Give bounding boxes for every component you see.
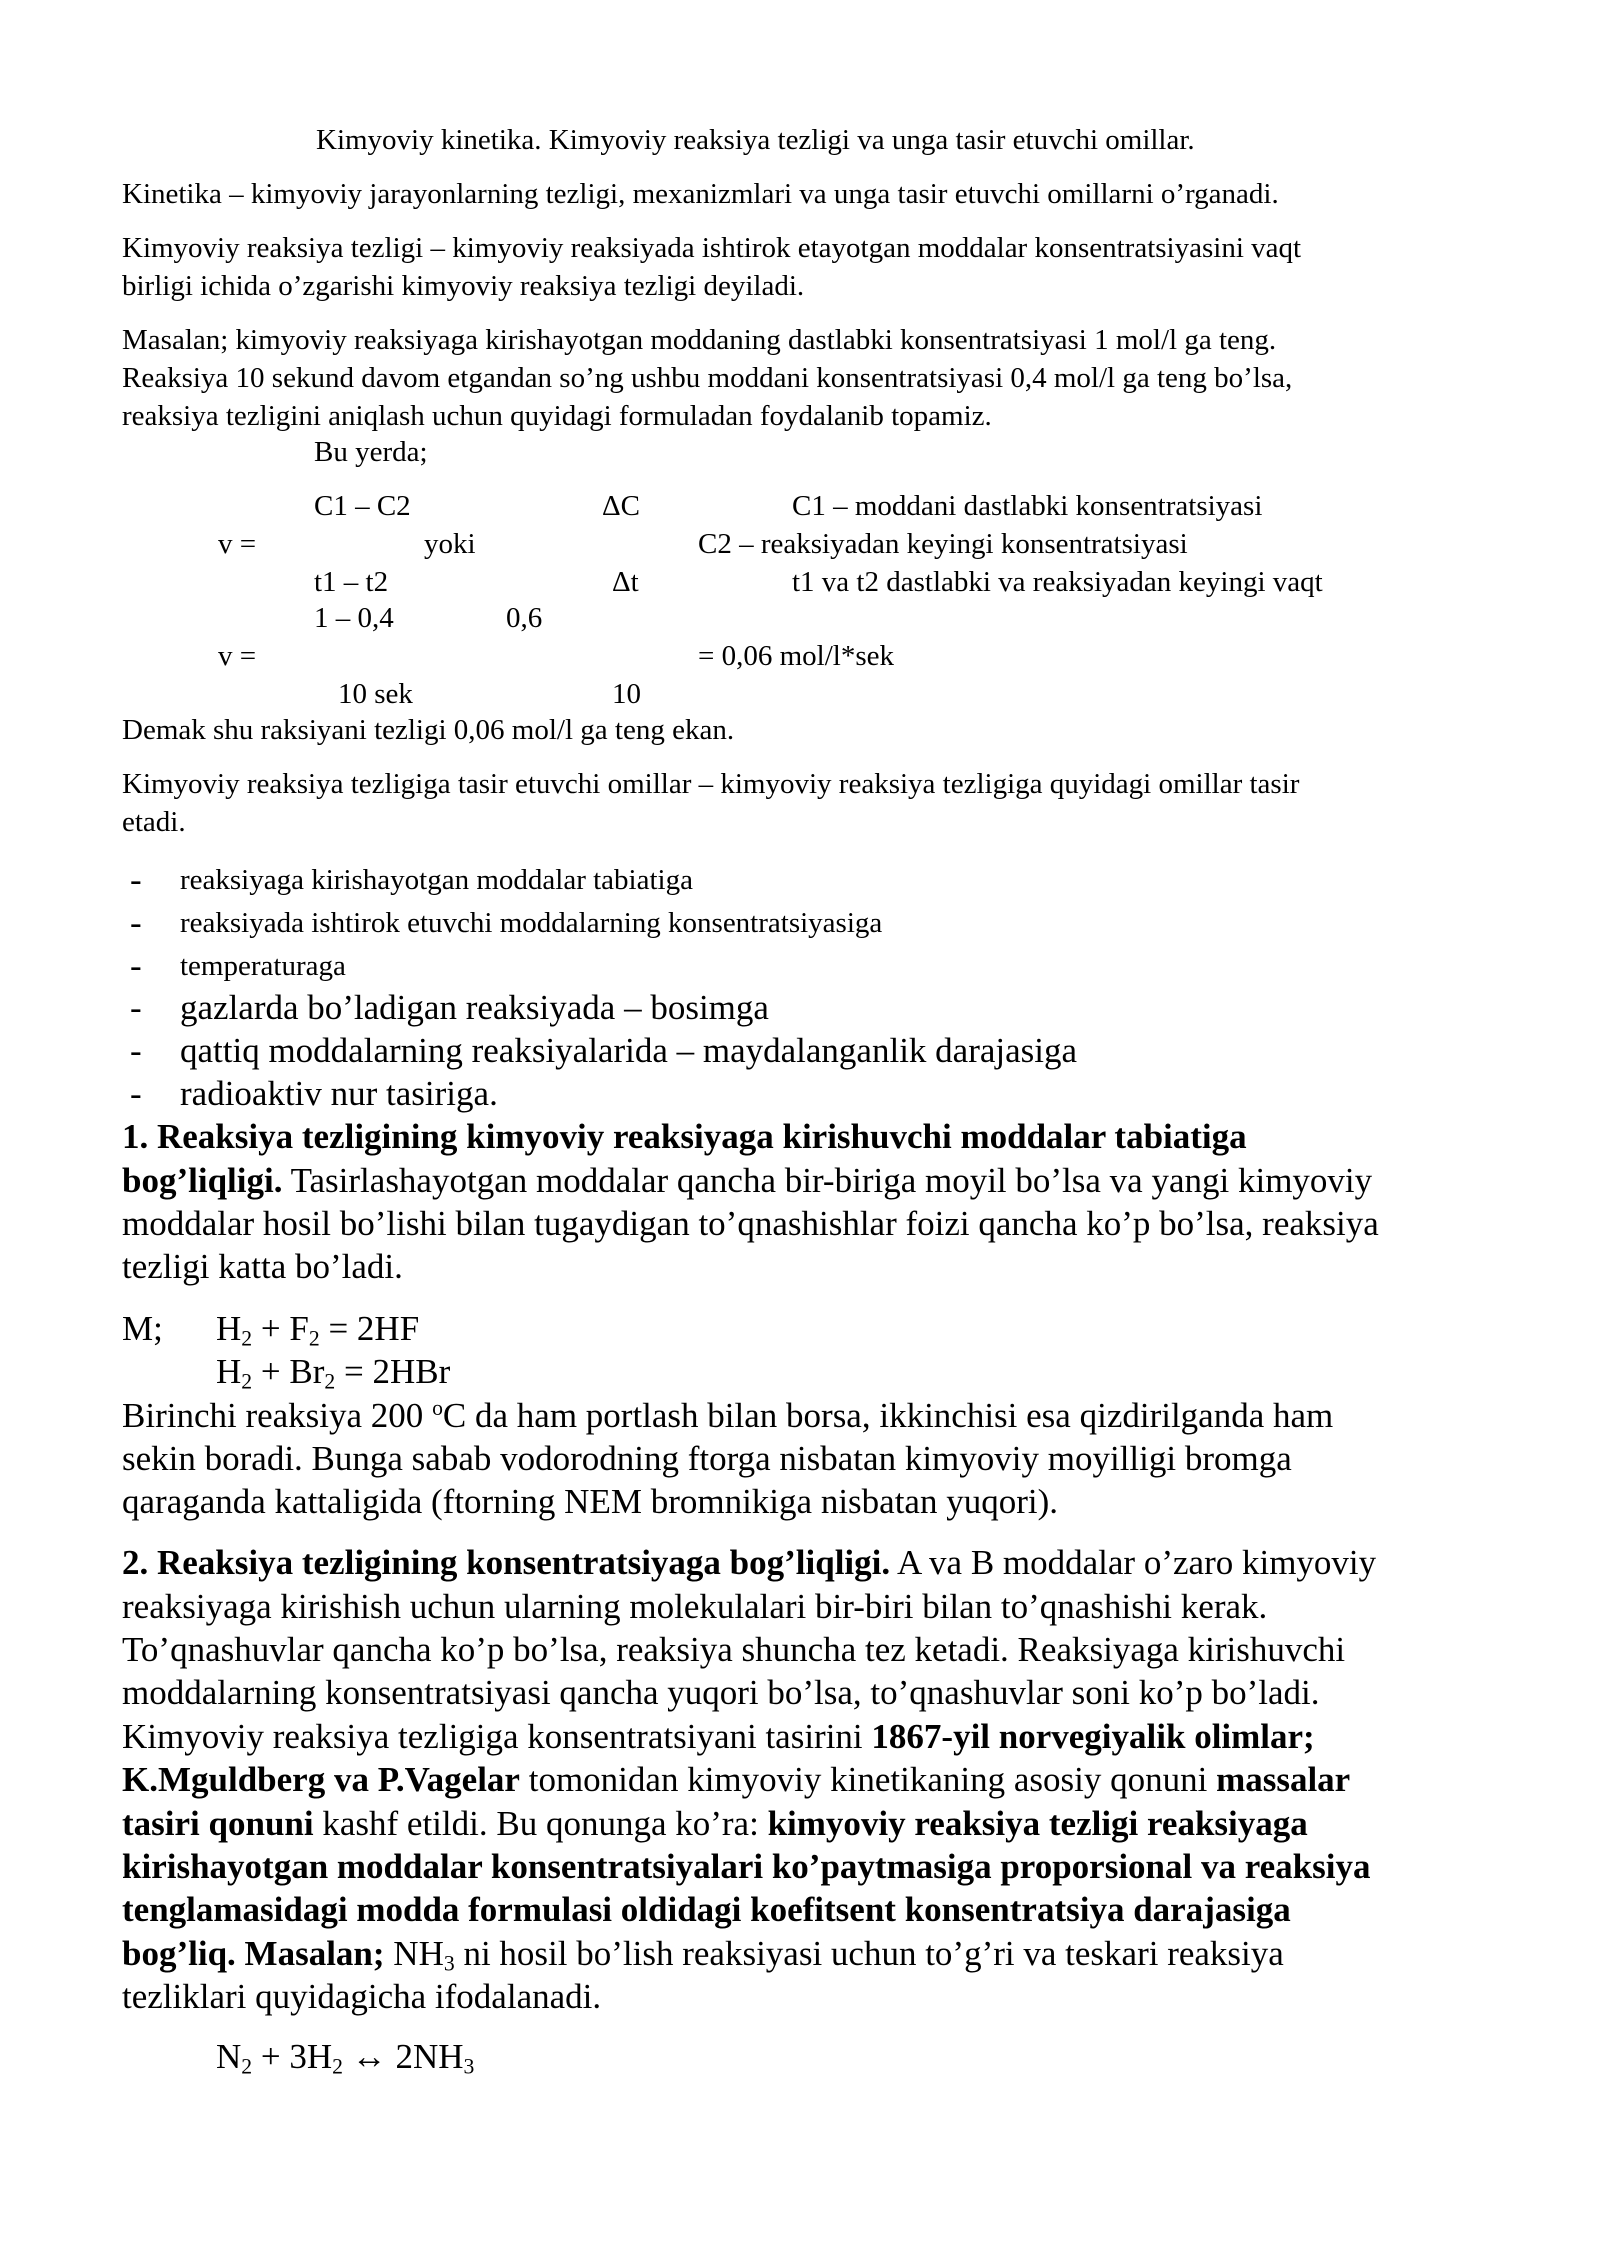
section-2-line-3: To’qnashuvlar qancha ko’p bo’lsa, reaksiya shuncha tez ketadi. Reaksiyaga kirishuvchi [122,1630,1346,1669]
section-1-line-2: moddalar hosil bo’lishi bilan tugaydigan to’qnashishlar foizi qancha ko’p bo’lsa, reaksiya [122,1204,1379,1243]
section-2-line-9: tenglamasidagi modda formulasi oldidagi koefitsent konsentratsiya darajasiga [122,1890,1291,1929]
section-1-line-3: tezligi katta bo’ladi. [122,1247,403,1286]
list-bullet: - [130,988,142,1027]
calc-numerator-1: 1 – 0,4 [314,602,394,634]
section-1-text: Tasirlashayotgan moddalar qancha bir-biriga moyil bo’lsa va yangi kimyoviy [282,1161,1373,1200]
section-2-line-5: Kimyoviy reaksiya tezligiga konsentratsiyani tasirini 1867-yil norvegiyalik olimlar; [122,1717,1315,1756]
section-1-after-line-1: Birinchi reaksiya 200 $^o$C da ham portlash bilan borsa, ikkinchisi esa qizdirilganda ham [122,1396,1334,1435]
list-bullet: - [130,903,142,942]
rate-definition-line-2: birligi ichida o’zgarishi kimyoviy reaksiya tezligi deyiladi. [122,270,805,302]
calc-result: = 0,06 mol/l*sek [698,640,894,672]
formula-bu-yerda: Bu yerda; [314,436,428,468]
example-line-3: reaksiya tezligini aniqlash uchun quyidagi formuladan foydalanib topamiz. [122,400,992,432]
section-2-line-4: moddalarning konsentratsiyasi qancha yuqori bo’lsa, to’qnashuvlar soni ko’p bo’ladi. [122,1673,1320,1712]
factor-item-6: radioaktiv nur tasiriga. [180,1074,498,1113]
formula-v-label: v = [218,528,257,560]
section-2-line-10: bog’liq. Masalan; $NH_3$ ni hosil bo’lish reaksiyasi uchun to’g’ri va teskari reaksiya [122,1934,1284,1976]
section-2-line-2: reaksiyaga kirishish uchun ularning molekulalari bir-biri bilan to’qnashishi kerak. [122,1587,1268,1626]
section-1-heading: 1. Reaksiya tezligining kimyoviy reaksiyaga kirishuvchi moddalar tabiatiga [122,1117,1247,1156]
formula-numerator-2: ΔC [602,490,640,522]
formula-denominator-2: Δt [612,566,639,598]
section-2-heading: 2. Reaksiya tezligining konsentratsiyaga bog’liqligi. [122,1543,891,1582]
section-2-line-7: tasiri qonuni kashf etildi. Bu qonunga ko’ra: kimyoviy reaksiya tezligi reaksiyaga [122,1804,1308,1843]
factor-item-5: qattiq moddalarning reaksiyalarida – maydalanganlik darajasiga [180,1031,1078,1070]
calc-denominator-2: 10 [612,678,641,710]
page-title: Kimyoviy kinetika. Kimyoviy reaksiya tezligi va unga tasir etuvchi omillar. [316,124,1195,156]
factor-item-4: gazlarda bo’ladigan reaksiyada – bosimga [180,988,769,1027]
section-2-line-6: K.Mguldberg va P.Vagelar tomonidan kimyoviy kinetikaning asosiy qonuni massalar [122,1760,1351,1799]
formula-legend-1: C1 – moddani dastlabki konsentratsiyasi [792,490,1263,522]
section-1-after-line-2: sekin boradi. Bunga sabab vodorodning ftorga nisbatan kimyoviy moyilligi bromga [122,1439,1292,1478]
section-1-heading-end: bog’liqligi. [122,1161,283,1200]
formula-legend-2: C2 – reaksiyadan keyingi konsentratsiyasi [698,528,1188,560]
example-line-1: Masalan; kimyoviy reaksiyaga kirishayotgan moddaning dastlabki konsentratsiyasi 1 mol/l ga teng. [122,324,1277,356]
example-label: M; [122,1309,163,1348]
formula-yoki: yoki [424,528,476,560]
formula-denominator-1: t1 – t2 [314,566,389,598]
section-1-after-line-3: qaraganda kattaligida (ftorning NEM bromnikiga nisbatan yuqori). [122,1482,1058,1521]
section-2-line-11: tezliklari quyidagicha ifodalanadi. [122,1977,602,2016]
calc-denominator-1: 10 sek [338,678,413,710]
formula-legend-3: t1 va t2 dastlabki va reaksiyadan keyingi vaqt [792,566,1323,598]
calc-numerator-2: 0,6 [506,602,543,634]
conclusion: Demak shu raksiyani tezligi 0,06 mol/l ga teng ekan. [122,714,735,746]
factor-item-3: temperaturaga [180,950,346,982]
equation-h2-f2: $H_2 + F_2 = 2HF$ [216,1309,420,1351]
factors-intro-line-2: etadi. [122,806,186,838]
kinetics-definition: Kinetika – kimyoviy jarayonlarning tezligi, mexanizmlari va unga tasir etuvchi omillarni o’rganadi. [122,178,1279,210]
formula-numerator-1: C1 – C2 [314,490,411,522]
equation-h2-br2: $H_2 + Br_2 = 2HBr$ [216,1352,451,1394]
example-line-2: Reaksiya 10 sekund davom etgandan so’ng ushbu moddani konsentratsiyasi 0,4 mol/l ga teng bo’lsa, [122,362,1293,394]
rate-definition-line-1: Kimyoviy reaksiya tezligi – kimyoviy reaksiyada ishtirok etayotgan moddalar konsentratsiyasini vaqt [122,232,1302,264]
list-bullet: - [130,860,142,899]
section-2-line-1: 2. Reaksiya tezligining konsentratsiyaga bog’liqligi. A va B moddalar o’zaro kimyoviy [122,1543,1377,1582]
factor-item-2: reaksiyada ishtirok etuvchi moddalarning konsentratsiyasiga [180,907,883,939]
factor-item-1: reaksiyaga kirishayotgan moddalar tabiatiga [180,864,693,896]
list-bullet: - [130,946,142,985]
section-1-line-1 [122,1161,1372,1201]
equation-nh3: $N_2 + 3H_2$ ↔ $2NH_3$ [216,2037,475,2079]
factors-intro-line-1: Kimyoviy reaksiya tezligiga tasir etuvchi omillar – kimyoviy reaksiya tezligiga quyidagi omillar tasir [122,768,1300,800]
section-2-line-8: kirishayotgan moddalar konsentratsiyalari ko’paytmasiga proporsional va reaksiya [122,1847,1371,1886]
list-bullet: - [130,1074,142,1113]
calc-v-label: v = [218,640,257,672]
list-bullet: - [130,1031,142,1070]
